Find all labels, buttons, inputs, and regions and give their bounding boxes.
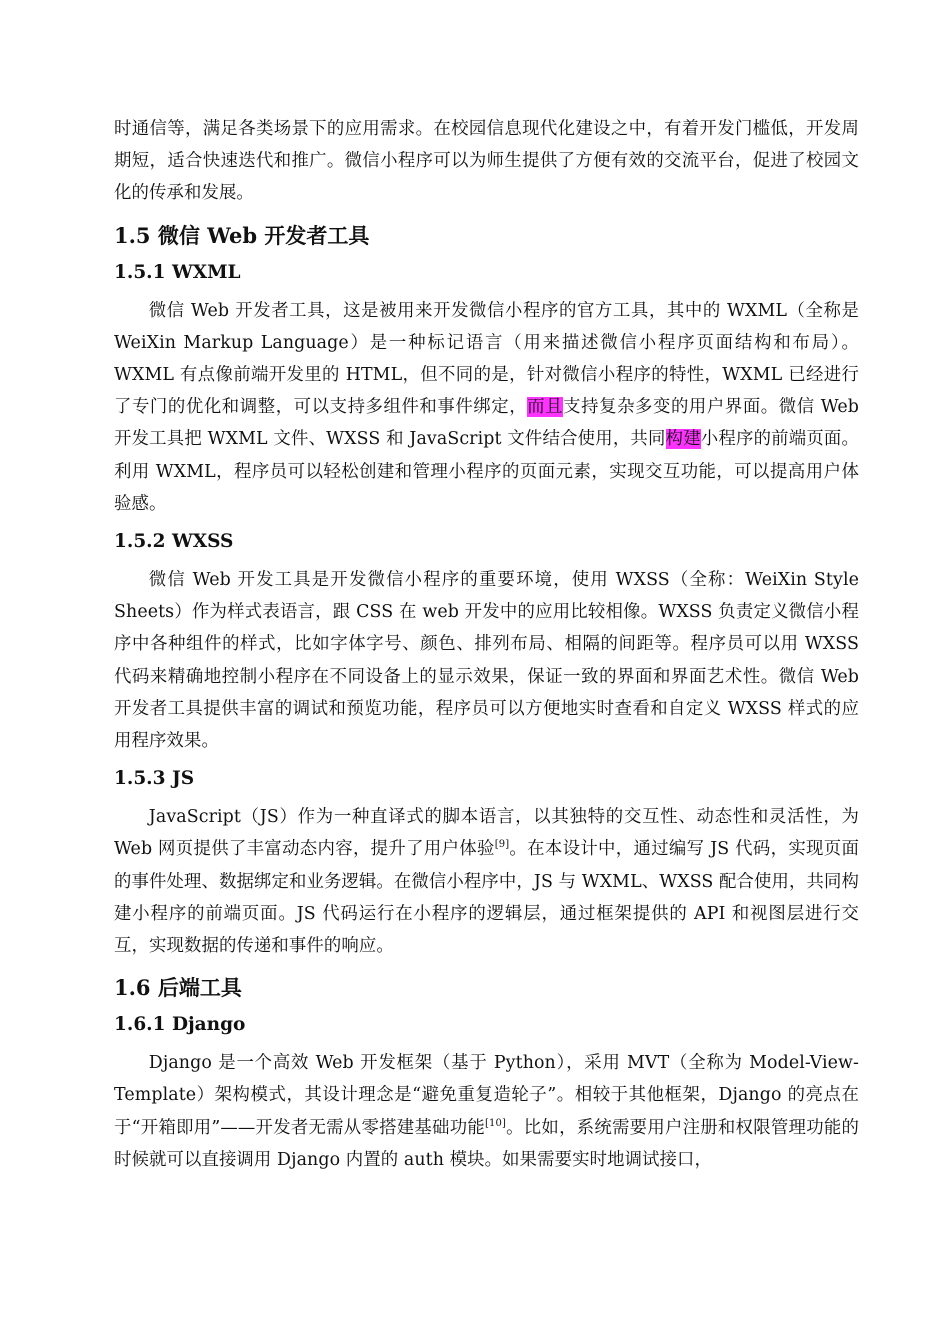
citation-9: [9] [494, 839, 510, 851]
wxml-paragraph [114, 295, 859, 520]
page-content [114, 113, 859, 1176]
js-text-part-2: 。在本设计中，通过编写 JS 代码，实现页面的事件处理、数据绑定和业务逻辑。在微信小程序中，JS 与 WXML、WXSS 配合使用，共同构建小程序的前端页面。JS 代码运行在小程序的逻辑层，通过框架提供的 API 和视图层进行交互，实现数据的传递和事件的响应。 [114, 839, 859, 957]
django-text-part-1: Django 是一个高效 Web 开发框架（基于 Python），采用 MVT（全称为 Model-View-Template）架构模式，其设计理念是“避免重复造轮子”。相较于其他框架，Django 的亮点在于“开箱即用”——开发者无需从零搭建基础功能 [114, 1053, 859, 1138]
js-text-part-1: JavaScript（JS）作为一种直译式的脚本语言，以其独特的交互性、动态性和灵活性，为 Web 网页提供了丰富动态内容，提升了用户体验 [114, 807, 859, 860]
js-paragraph [114, 801, 859, 962]
subsection-heading-1-5-1: 1.5.1 WXML [114, 261, 241, 283]
section-heading-1-5: 1.5 微信 Web 开发者工具 [114, 222, 370, 248]
intro-paragraph: 时通信等，满足各类场景下的应用需求。在校园信息现代化建设之中，有着开发门槛低，开发周期短，适合快速迭代和推广。微信小程序可以为师生提供了方便有效的交流平台，促进了校园文化的传承和发展。 [114, 119, 859, 204]
highlighted-text-erqie: 而且 [527, 397, 564, 418]
wxml-text-part-3: 小程序的前端页面。利用 WXML，程序员可以轻松创建和管理小程序的页面元素，实现交互功能，可以提高用户体验感。 [114, 429, 860, 514]
citation-10: [10] [485, 1117, 506, 1129]
wxss-paragraph: 微信 Web 开发工具是开发微信小程序的重要环境，使用 WXSS（全称：WeiXin Style Sheets）作为样式表语言，跟 CSS 在 web 开发中的应用比较相像。WXSS 负责定义微信小程序中各种组件的样式，比如字体字号、颜色、排列布局、相隔的间距等。程序员可以用 WXSS 代码来精确地控制小程序在不同设备上的显示效果，保证一致的界面和界面艺术性。微信 Web 开发者工具提供丰富的调试和预览功能，程序员可以方便地实时查看和自定义 WXSS 样式的应用程序效果。 [114, 570, 859, 752]
wxml-text-part-1: 微信 Web 开发者工具，这是被用来开发微信小程序的官方工具，其中的 WXML（全称是 WeiXin Markup Language）是一种标记语言（用来描述微信小程序页面结构和布局）。WXML 有点像前端开发里的 HTML，但不同的是，针对微信小程序的特性，WXML 已经进行了专门的优化和调整，可以支持多组件和事件绑定， [114, 300, 859, 418]
subsection-heading-1-5-3: 1.5.3 JS [114, 768, 195, 790]
django-paragraph [114, 1047, 859, 1176]
wxml-text-part-2: 支持复杂多变的用户界面。微信 Web 开发工具把 WXML 文件、WXSS 和 JavaScript 文件结合使用，共同 [114, 397, 859, 450]
highlighted-text-goujian: 构建 [665, 429, 701, 450]
section-heading-1-6: 1.6 后端工具 [114, 975, 242, 1001]
django-text-part-2: 。比如，系统需要用户注册和权限管理功能的时候就可以直接调用 Django 内置的 auth 模块。如果需要实时地调试接口， [114, 1117, 859, 1170]
subsection-heading-1-5-2: 1.5.2 WXSS [114, 531, 234, 553]
subsection-heading-1-6-1: 1.6.1 Django [114, 1014, 246, 1036]
